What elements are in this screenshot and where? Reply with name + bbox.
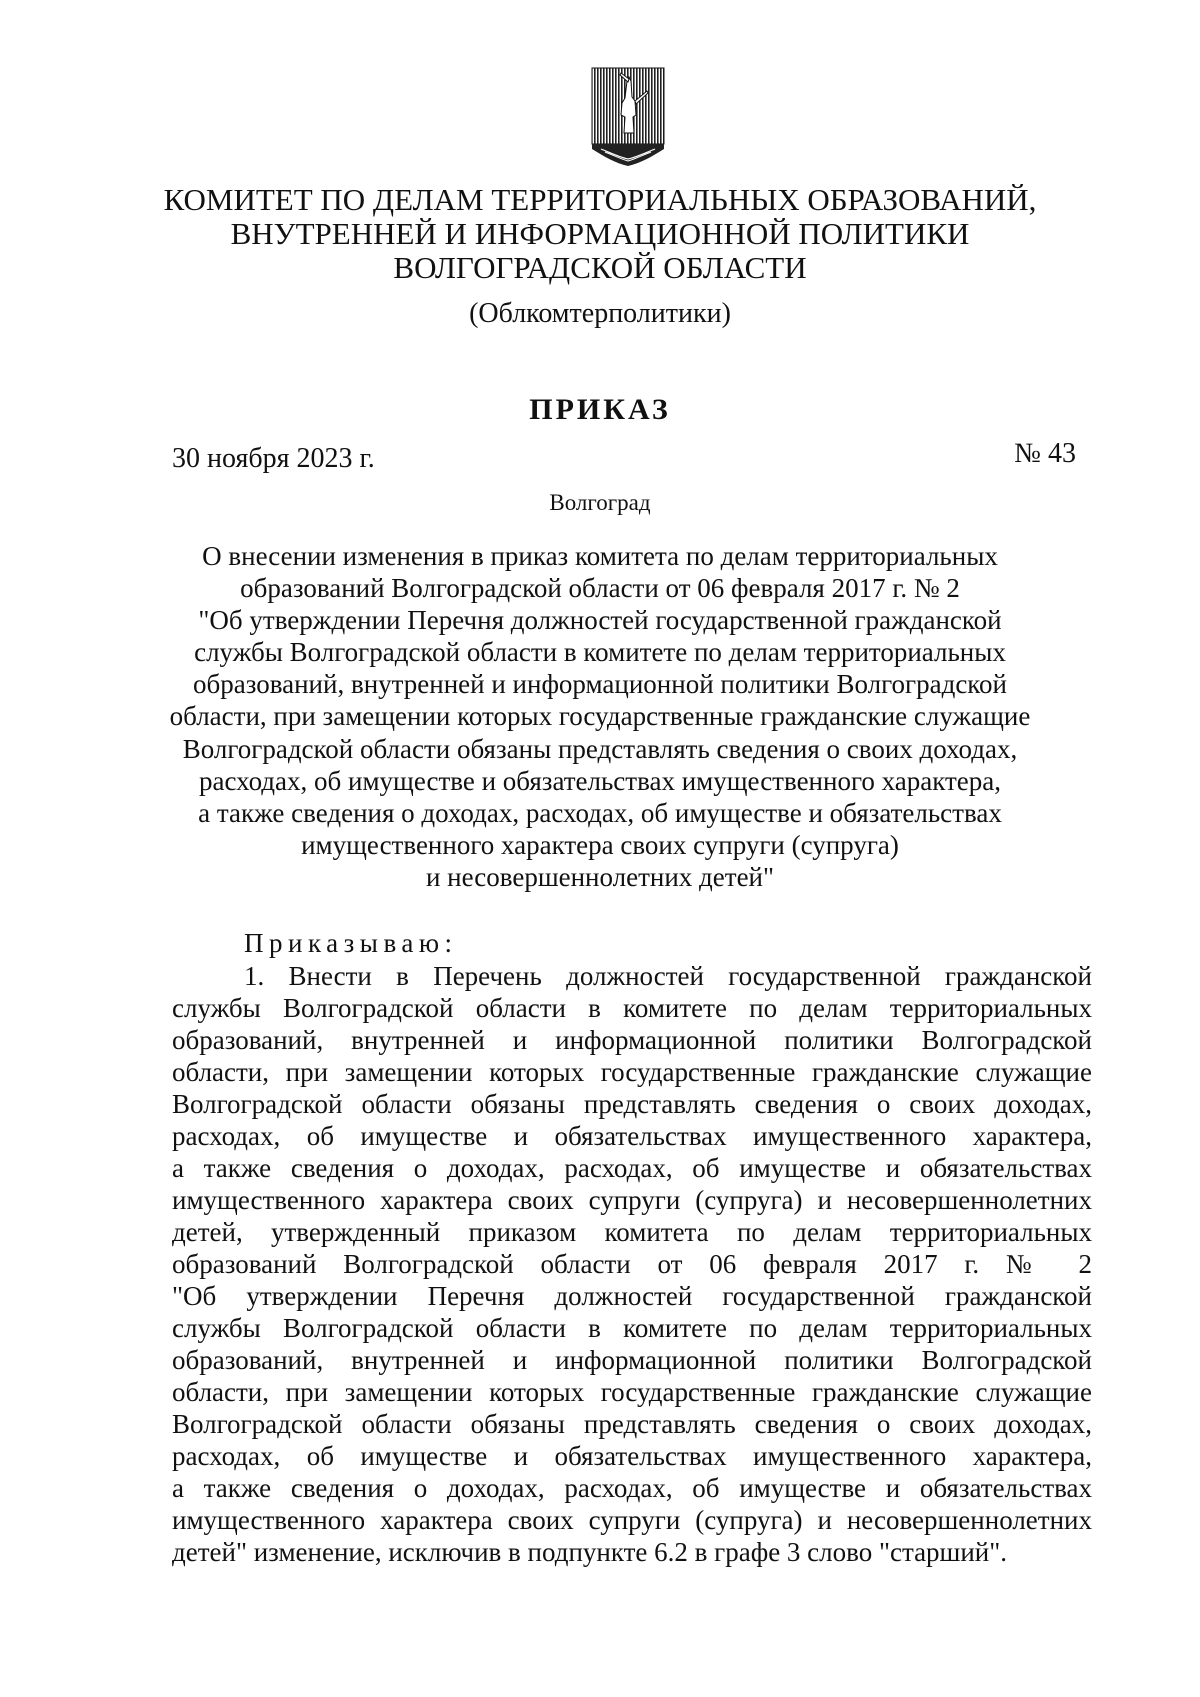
body-line: Волгоградской области обязаны представлять сведения о своих доходах, <box>172 1089 1092 1119</box>
body-line: расходах, об имуществе и обязательствах имущественного характера, <box>172 1441 1092 1471</box>
body-line: "Об утверждении Перечня должностей государственной гражданской <box>172 1281 1092 1311</box>
title-line: образований Волгоградской области от 06 февраля 2017 г. № 2 <box>240 573 960 604</box>
body-line: расходах, об имуществе и обязательствах имущественного характера, <box>172 1121 1092 1151</box>
body-line: образований Волгоградской области от 06 февраля 2017 г. № 2 <box>172 1249 1092 1279</box>
organization-short-name: (Облкомтерполитики) <box>469 298 731 329</box>
order-body <box>172 960 1092 1568</box>
title-line: расходах, об имуществе и обязательствах имущественного характера, <box>199 765 1001 796</box>
title-line: а также сведения о доходах, расходах, об имуществе и обязательствах <box>198 797 1002 828</box>
organization-line: КОМИТЕТ ПО ДЕЛАМ ТЕРРИТОРИАЛЬНЫХ ОБРАЗОВАНИЙ, <box>163 182 1037 217</box>
body-line: области, при замещении которых государственные гражданские служащие <box>172 1057 1092 1087</box>
title-line: области, при замещении которых государственные гражданские служащие <box>169 701 1031 732</box>
document-number: № 43 <box>1014 438 1076 469</box>
order-directive: Приказываю: <box>244 928 458 958</box>
organization-line: ВОЛГОГРАДСКОЙ ОБЛАСТИ <box>393 250 807 285</box>
body-line: а также сведения о доходах, расходах, об имуществе и обязательствах <box>172 1473 1092 1503</box>
title-line: Волгоградской области обязаны представлять сведения о своих доходах, <box>182 733 1018 764</box>
document-date: 30 ноября 2023 г. <box>172 443 375 474</box>
body-line: службы Волгоградской области в комитете по делам территориальных <box>172 993 1092 1023</box>
body-line: области, при замещении которых государственные гражданские служащие <box>172 1377 1092 1407</box>
body-line: детей" изменение, исключив в подпункте 6.2 в графе 3 слово "старший". <box>172 1537 1008 1567</box>
title-line: "Об утверждении Перечня должностей государственной гражданской <box>198 605 1002 636</box>
title-line: имущественного характера своих супруги (супруга) <box>301 829 899 860</box>
title-line: образований, внутренней и информационной политики Волгоградской <box>193 669 1007 700</box>
body-line: а также сведения о доходах, расходах, об имуществе и обязательствах <box>172 1153 1092 1183</box>
body-line: имущественного характера своих супруги (супруга) и несовершеннолетних <box>172 1185 1092 1215</box>
title-line: службы Волгоградской области в комитете по делам территориальных <box>194 637 1006 668</box>
body-line: Волгоградской области обязаны представлять сведения о своих доходах, <box>172 1409 1092 1439</box>
body-line: службы Волгоградской области в комитете по делам территориальных <box>172 1313 1092 1343</box>
body-line: образований, внутренней и информационной политики Волгоградской <box>172 1025 1092 1055</box>
volgograd-coat-of-arms-icon <box>591 67 665 167</box>
title-line: и несовершеннолетних детей" <box>425 861 775 892</box>
document-title <box>0 540 1200 893</box>
body-line: детей, утвержденный приказом комитета по делам территориальных <box>172 1217 1092 1247</box>
organization-line: ВНУТРЕННЕЙ И ИНФОРМАЦИОННОЙ ПОЛИТИКИ <box>230 216 970 251</box>
document-type: ПРИКАЗ <box>529 393 671 426</box>
body-line: 1. Внести в Перечень должностей государственной гражданской <box>244 961 1092 991</box>
body-line: образований, внутренней и информационной политики Волгоградской <box>172 1345 1092 1375</box>
title-line: О внесении изменения в приказ комитета по делам территориальных <box>202 541 998 571</box>
organization-name <box>0 183 1200 285</box>
body-line: имущественного характера своих супруги (супруга) и несовершеннолетних <box>172 1505 1092 1535</box>
document-city: Волгоград <box>549 490 651 515</box>
